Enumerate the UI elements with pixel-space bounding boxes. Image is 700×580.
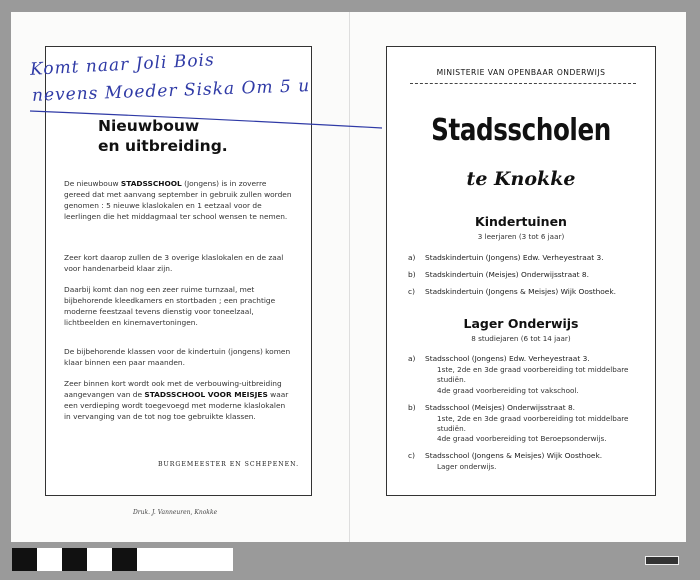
left-paragraph-4: De bijbehorende klassen voor de kindertuin (jongens) komen klaar binnen een paar maanden. [64,347,291,367]
dashed-divider [410,83,636,84]
grey-scale-strip [12,548,258,571]
item-label: a) [408,354,416,363]
scale-block [87,548,112,571]
lager-onderwijs-sub: 8 studiejaren (6 tot 14 jaar) [471,334,571,343]
item-label: a) [408,253,416,262]
left-paragraph-2: Zeer kort daarop zullen de 3 overige klaslokalen en de zaal voor handenarbeid klaar zijn. [64,253,284,273]
item-text: Stadsschool (Jongens & Meisjes) Wijk Oosthoek. [425,451,603,460]
item-label: b) [408,403,416,412]
paragraph-bold: STADSSCHOOL VOOR MEISJES [144,390,268,399]
item-text: Stadskindertuin (Meisjes) Onderwijsstraat 8. [425,270,589,279]
printer-credit: Druk. J. Vanneuren, Knokke [133,509,218,516]
item-text: Stadskindertuin (Jongens) Edw. Verheyestraat 3. [425,253,604,262]
scale-block [12,548,37,571]
paragraph-bold: STADSSCHOOL [120,179,182,188]
scale-block [112,548,137,571]
item-label: b) [408,270,416,279]
paragraph-text: (Jongens) is in zoverre gereed dat met aanvang september in gebruik zullen worden genomen : 5 nieuwe klaslokalen en 1 eetzaal voor de leerlingen die het middagmaal ter school wensen te nemen. [64,179,292,221]
school-detail: Lager onderwijs. [437,462,497,471]
school-detail: 1ste, 2de en 3de graad voorbereiding tot middelbare studiën. [437,365,629,384]
main-subtitle: te Knokke [466,168,576,190]
signature: BURGEMEESTER EN SCHEPENEN. [158,461,300,468]
left-paragraph-5 [64,378,292,422]
scale-block [37,548,62,571]
left-title-line-2: en uitbreiding. [98,137,228,155]
item-text: Stadsschool (Jongens) Edw. Verheyestraat 3. [425,354,590,363]
lager-onderwijs-heading: Lager Onderwijs [463,316,579,331]
left-paragraph-3: Daarbij komt dan nog een zeer ruime turnzaal, met bijbehorende kleedkamers en stortbaden ; een prachtige moderne feestzaal tevens dienstig voor toneelzaal, lichtbeelden en kinemavertoningen. [64,285,276,327]
item-text: Stadskindertuin (Jongens & Meisjes) Wijk Oosthoek. [425,287,616,296]
ministry-heading: MINISTERIE VAN OPENBAAR ONDERWIJS [436,68,606,77]
item-label: c) [408,451,415,460]
item-text: Stadsschool (Meisjes) Onderwijsstraat 8. [425,403,576,412]
paragraph-text: Zeer binnen kort wordt ook met de verbouwing-uitbreiding aangevangen van de [64,379,282,399]
left-paragraph-1 [64,178,292,222]
school-detail: 4de graad voorbereiding tot Beroepsonderwijs. [437,434,607,443]
school-detail: 4de graad voorbereiding tot vakschool. [437,386,579,395]
item-label: c) [408,287,415,296]
handwritten-note-line-1: Komt naar Joli Bois [29,50,216,80]
scale-block [137,548,233,571]
kindertuinen-heading: Kindertuinen [475,214,567,229]
school-detail: 1ste, 2de en 3de graad voorbereiding tot middelbare studiën. [437,414,629,433]
paragraph-text: waar een verdieping wordt toegevoegd met moderne klaslokalen in vervanging van de tot nog toe gebruikte klassen. [64,390,289,421]
archive-stamp [645,556,679,565]
paragraph-text: De nieuwbouw [64,179,121,188]
left-title [98,116,228,156]
handwritten-note-line-2: nevens Moeder Siska Om 5 u [31,76,311,106]
main-title: Stadsscholen [431,113,611,148]
left-title-line-1: Nieuwbouw [98,117,200,135]
scale-block [62,548,87,571]
kindertuinen-sub: 3 leerjaren (3 tot 6 jaar) [477,232,565,241]
